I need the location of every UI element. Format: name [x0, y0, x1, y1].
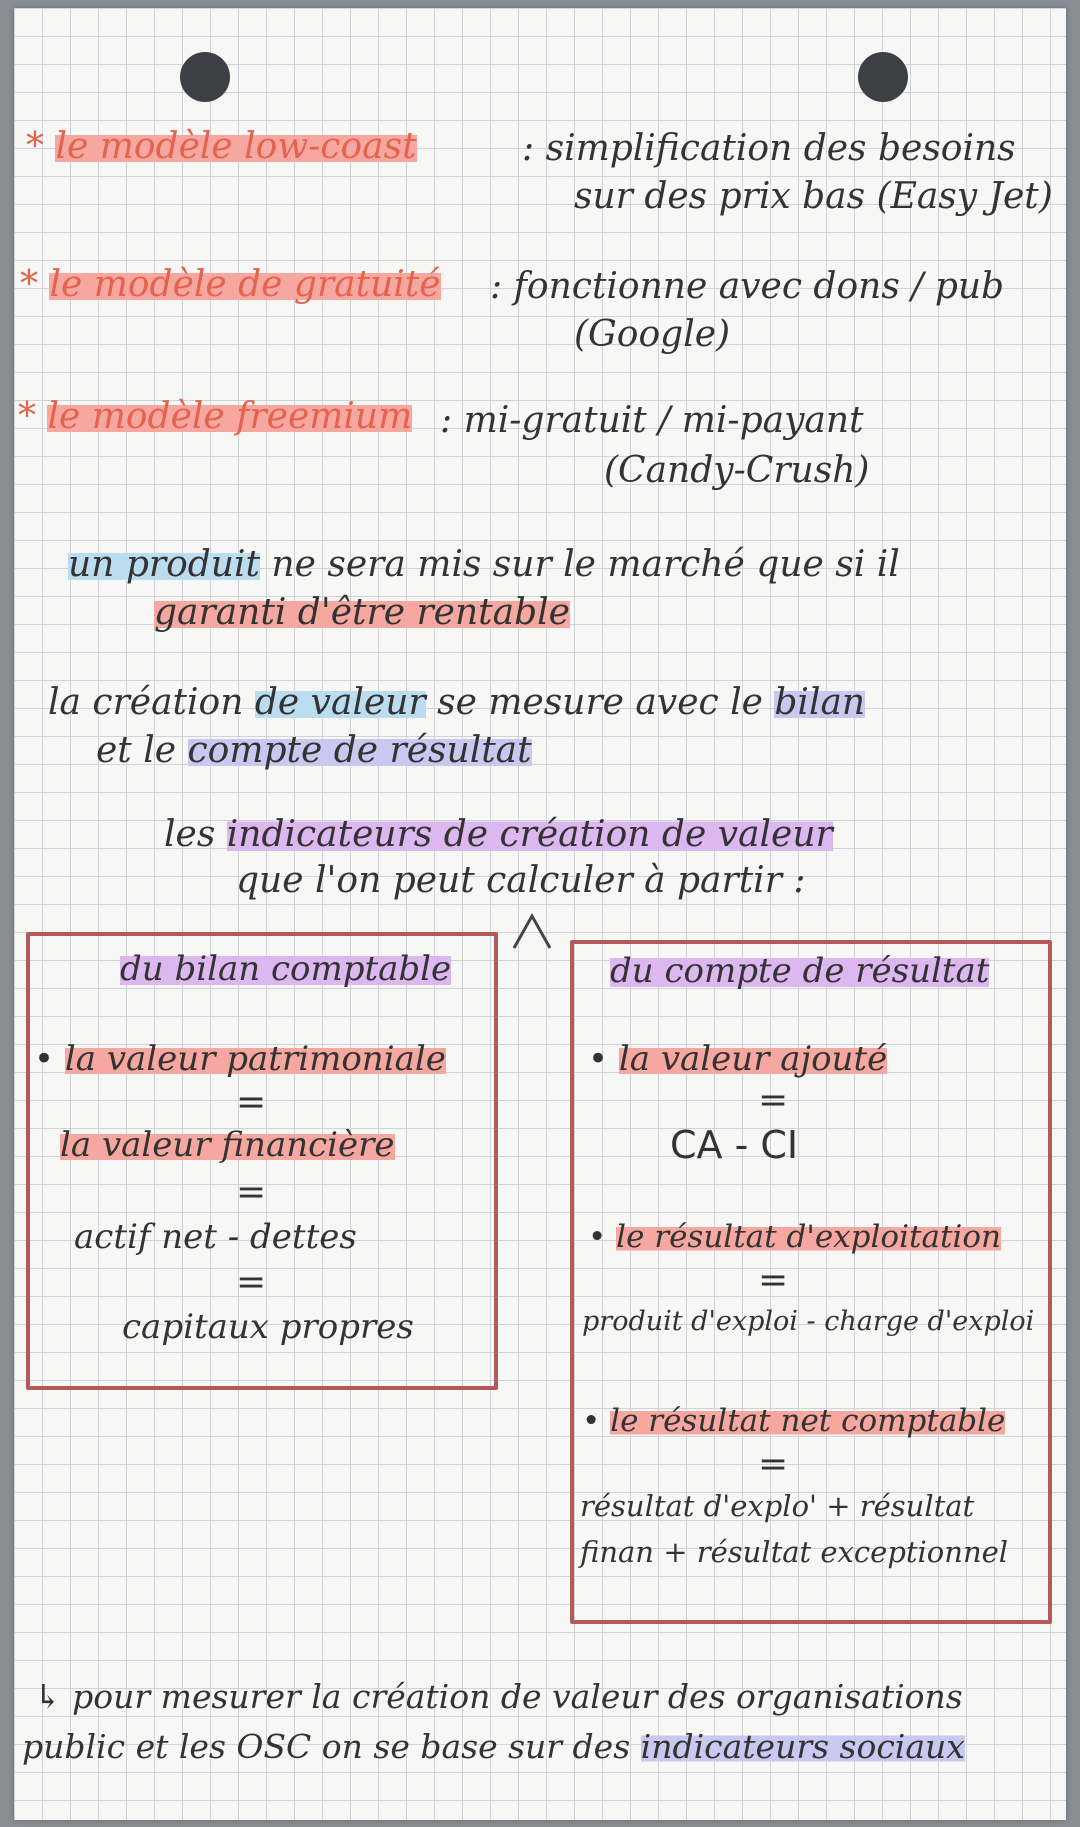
- model-gratuite: [20, 264, 441, 305]
- indicators-heading-line2: que l'on peut calculer à partir :: [236, 860, 806, 901]
- grid-paper-sheet: [14, 8, 1066, 1820]
- resultat-exploitation: • le résultat d'exploitation: [588, 1219, 1001, 1255]
- model-name: le modèle de gratuité: [49, 264, 441, 305]
- formula-net-line1: résultat d'explo' + résultat: [580, 1489, 975, 1523]
- value-creation-line2: et le compte de résultat: [96, 730, 532, 771]
- footer-line1: ↳ pour mesurer la création de valeur des organisations: [34, 1677, 963, 1716]
- model-desc-line2: (Candy-Crush): [604, 450, 870, 491]
- valeur-patrimoniale: • la valeur patrimoniale: [34, 1039, 446, 1079]
- branch-caret: [512, 912, 552, 952]
- product-sentence: un produit ne sera mis sur le marché que si il: [68, 544, 900, 585]
- formula-net-line2: finan + résultat exceptionnel: [580, 1535, 1009, 1569]
- model-name: le modèle low-coast: [55, 126, 417, 167]
- equals-sign: =: [758, 1260, 789, 1301]
- model-name: le modèle freemium: [47, 396, 413, 437]
- equals-sign: =: [236, 1262, 267, 1303]
- star-bullet: *: [26, 126, 44, 167]
- formula-ca-ci: CA - CI: [670, 1123, 799, 1167]
- product-sentence-line2: garanti d'être rentable: [154, 592, 570, 633]
- resultat-net-comptable: • le résultat net comptable: [582, 1403, 1006, 1439]
- binder-hole-right: [858, 52, 908, 102]
- model-desc: : fonctionne avec dons / pub: [490, 266, 1005, 307]
- product-highlight: un produit: [68, 544, 260, 585]
- equals-sign: =: [758, 1080, 789, 1121]
- model-desc-line2: sur des prix bas (Easy Jet): [574, 176, 1053, 217]
- box-title: du compte de résultat: [610, 951, 990, 991]
- box-title: du bilan comptable: [120, 949, 452, 989]
- equals-sign: =: [236, 1082, 267, 1123]
- arrow-icon: ↳: [34, 1677, 62, 1716]
- model-desc-line2: (Google): [574, 314, 731, 355]
- indicators-heading: les indicateurs de création de valeur: [164, 814, 833, 855]
- equals-sign: =: [236, 1172, 267, 1213]
- valeur-ajoutee: • la valeur ajouté: [588, 1039, 888, 1079]
- model-desc: : mi-gratuit / mi-payant: [440, 400, 864, 441]
- compte-resultat-box: [570, 940, 1052, 1624]
- model-low-cost: [26, 126, 417, 167]
- actif-net-dettes: actif net - dettes: [74, 1217, 357, 1257]
- star-bullet: *: [18, 396, 36, 437]
- star-bullet: *: [20, 264, 38, 305]
- model-freemium: [18, 396, 412, 437]
- value-creation-sentence: la création de valeur se mesure avec le bilan: [48, 682, 866, 723]
- bilan-comptable-box: [26, 932, 498, 1390]
- equals-sign: =: [758, 1444, 789, 1485]
- footer-line2: public et les OSC on se base sur des indicateurs sociaux: [22, 1727, 965, 1766]
- capitaux-propres: capitaux propres: [122, 1307, 414, 1347]
- binder-hole-left: [180, 52, 230, 102]
- valeur-financiere: la valeur financière: [60, 1125, 395, 1165]
- formula-exploitation: produit d'exploi - charge d'exploi: [582, 1306, 1035, 1337]
- model-desc: : simplification des besoins: [522, 128, 1016, 169]
